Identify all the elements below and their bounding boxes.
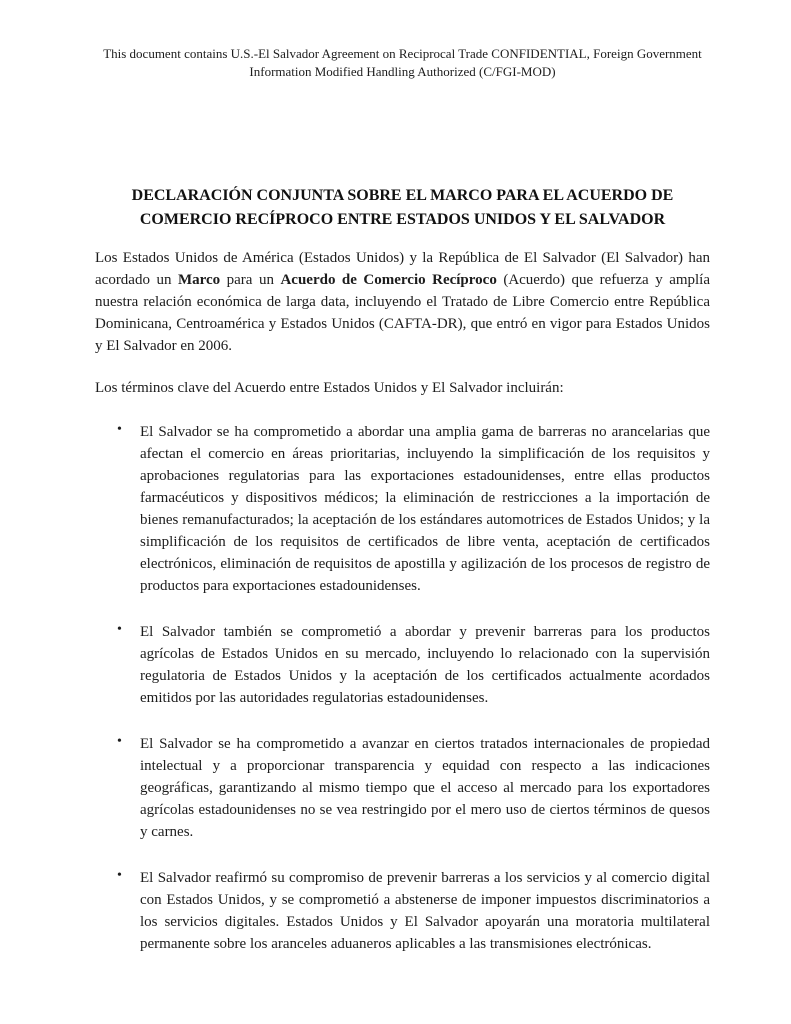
bullet-icon: • bbox=[117, 422, 122, 437]
list-item bbox=[95, 867, 710, 955]
bullet-icon: • bbox=[117, 734, 122, 749]
list-item-text: El Salvador se ha comprometido a abordar una amplia gama de barreras no arancelarias que afectan el comercio en áreas prioritarias, incluyendo la simplificación de los requisitos y aprobaciones regulatorias para las exportaciones estadounidenses, entre ellas productos farmacéuticos y dispositivos médicos; la eliminación de restricciones a la importación de bienes remanufacturados; la aceptación de los estándares automotrices de Estados Unidos; y la simplificación de los requisitos de certificados de libre venta, aceptación de certificados electrónicos, eliminación de requisitos de apostilla y agilización de los procesos de registro de productos para exportaciones estadounidenses. bbox=[140, 424, 710, 594]
key-terms-lead: Los términos clave del Acuerdo entre Estados Unidos y El Salvador incluirán: bbox=[95, 380, 564, 396]
intro-bold-marco: Marco bbox=[177, 272, 221, 288]
intro-text-segment: (Acuerdo) que refuerza y amplía nuestra relación económica de larga data, incluyendo el Tratado de Libre Comercio entre República Dominicana, Centroamérica y Estados Unidos (CAFTA-DR), que entró en vigor para Estados Unidos y El Salvador en 2006. bbox=[95, 272, 711, 354]
classification-banner: This document contains U.S.-El Salvador Agreement on Reciprocal Trade CONFIDENTIAL, Foreign Government Information Modified Handling Authorized (C/FGI-MOD) bbox=[103, 46, 702, 79]
list-item bbox=[95, 733, 710, 843]
key-terms-list bbox=[95, 421, 710, 955]
document-title: DECLARACIÓN CONJUNTA SOBRE EL MARCO PARA EL ACUERDO DE COMERCIO RECÍPROCO ENTRE ESTADOS UNIDOS Y EL SALVADOR bbox=[131, 187, 674, 228]
intro-text-segment: para un bbox=[220, 272, 281, 288]
intro-text-segment: Los Estados Unidos de América (Estados Unidos) y la República de El Salvador (El Salvador) han acordado un bbox=[95, 250, 710, 288]
list-item-text: El Salvador reafirmó su compromiso de prevenir barreras a los servicios y al comercio digital con Estados Unidos, y se comprometió a abstenerse de imponer impuestos discriminatorios a los servicios digitales. Estados Unidos y El Salvador apoyarán una moratoria multilateral permanente sobre los aranceles aduaneros aplicables a las transmisiones electrónicas. bbox=[140, 870, 710, 952]
list-item-text: El Salvador se ha comprometido a avanzar en ciertos tratados internacionales de propiedad intelectual y a proporcionar transparencia y equidad con respecto a las indicaciones geográficas, garantizando al mismo tiempo que el acceso al mercado para los exportadores agrícolas estadounidenses no se vea restringido por el mero uso de ciertos términos de quesos y carnes. bbox=[140, 736, 710, 840]
bullet-icon: • bbox=[117, 868, 122, 883]
list-item-text: El Salvador también se comprometió a abordar y prevenir barreras para los productos agrícolas de Estados Unidos en su mercado, incluyendo lo relacionado con la supervisión regulatoria de Estados Unidos y la aceptación de los certificados actualmente acordados emitidos por las autoridades regulatorias estadounidenses. bbox=[140, 624, 710, 706]
bullet-icon: • bbox=[117, 622, 122, 637]
intro-bold-acuerdo: Acuerdo de Comercio Recíproco bbox=[280, 272, 497, 288]
intro-paragraph bbox=[95, 247, 710, 357]
list-item bbox=[95, 621, 710, 709]
list-item bbox=[95, 421, 710, 597]
